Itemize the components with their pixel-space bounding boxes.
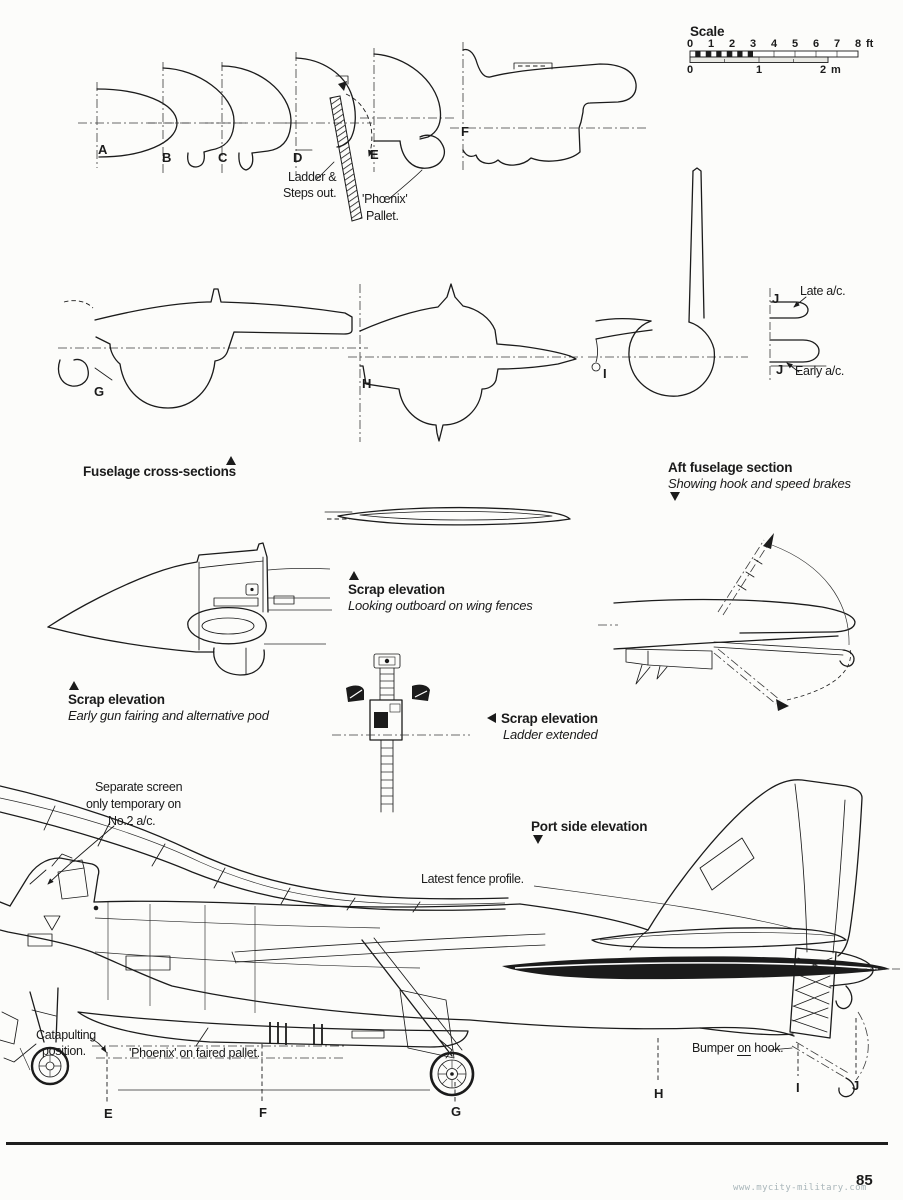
ladder-scrap-title: Scrap elevation	[487, 711, 598, 726]
separate-screen-note-line2: only temporary on	[86, 797, 181, 811]
watermark: www.mycity-military.com	[733, 1183, 867, 1193]
section-letter-d: D	[293, 150, 303, 165]
section-letter-j-bottom: J	[776, 362, 784, 377]
station-letter-g: G	[451, 1104, 461, 1119]
early-ac-note: Early a/c.	[795, 364, 845, 378]
section-letter-g: G	[94, 384, 104, 399]
station-letter-e: E	[104, 1106, 113, 1121]
cross-section-h-drawing	[348, 284, 586, 442]
section-letter-c: C	[218, 150, 228, 165]
scale-m-1: 1	[756, 64, 763, 76]
gun-fairing-scrap-title: Scrap elevation	[68, 692, 165, 707]
section-letter-i: I	[603, 366, 607, 381]
section-letter-b: B	[162, 150, 172, 165]
gun-fairing-scrap-subtitle: Early gun fairing and alternative pod	[68, 708, 269, 723]
section-letter-e: E	[370, 147, 379, 162]
gun-fairing-scrap-drawing	[48, 543, 332, 675]
section-letter-h: H	[362, 376, 372, 391]
phoenix-pallet-note-line2: Pallet.	[366, 209, 399, 223]
section-letter-f: F	[461, 124, 469, 139]
catapulting-note-line1: Catapulting	[36, 1028, 96, 1042]
separate-screen-note-line3: No.2 a/c.	[108, 814, 156, 828]
pointer-left-icon	[487, 713, 496, 723]
ladder-scrap-subtitle: Ladder extended	[503, 727, 598, 742]
scale-title: Scale	[690, 24, 725, 39]
cross-section-e-drawing	[360, 48, 455, 198]
cross-section-f-drawing	[450, 42, 648, 172]
cross-section-g-drawing	[58, 289, 368, 408]
ladder-extended-drawing	[332, 654, 470, 812]
scale-m-2: 2	[820, 64, 827, 76]
phoenix-pallet-note-line1: 'Phœnix'	[362, 192, 408, 206]
scale-m-0: 0	[687, 64, 694, 76]
catapulting-note-line2: position.	[42, 1044, 86, 1058]
page-number: 85	[856, 1172, 873, 1189]
late-ac-note: Late a/c.	[800, 284, 846, 298]
wing-fence-scrap-drawing	[325, 508, 570, 525]
section-letter-j-top: J	[772, 291, 780, 306]
station-lines	[107, 1018, 856, 1104]
bumper-on-hook-note: Bumper on hook.	[692, 1041, 784, 1055]
separate-screen-note-line1: Separate screen	[95, 780, 183, 794]
station-letter-i: I	[796, 1080, 800, 1095]
pointer-down-icon	[533, 835, 543, 844]
ladder-note-line2: Steps out.	[283, 186, 337, 200]
aft-fuselage-subtitle: Showing hook and speed brakes	[668, 476, 851, 491]
station-letter-h: H	[654, 1086, 664, 1101]
section-letter-a: A	[98, 142, 108, 157]
station-letter-j: J	[852, 1078, 860, 1093]
pointer-up-icon	[69, 681, 79, 690]
scale-ft-ticks: 0 1 2 3 4 5 6 7 8 ft	[687, 38, 874, 50]
latest-fence-note: Latest fence profile.	[421, 872, 524, 886]
cross-section-i-drawing	[588, 168, 748, 396]
bottom-rule	[6, 1142, 888, 1145]
port-side-elevation-caption: Port side elevation	[531, 819, 648, 834]
scale-m-unit: m	[831, 64, 841, 76]
wing-fences-scrap-title: Scrap elevation	[348, 582, 445, 597]
pointer-up-icon	[349, 571, 359, 580]
station-letter-f: F	[259, 1105, 267, 1120]
phoenix-faired-pallet-note: 'Phoenix' on faired pallet.	[129, 1046, 260, 1060]
aft-fuselage-drawing	[598, 533, 855, 711]
scale-ruler-drawing	[690, 51, 858, 63]
wing-fences-scrap-subtitle: Looking outboard on wing fences	[348, 598, 533, 613]
fuselage-cross-sections-caption: Fuselage cross-sections	[83, 464, 236, 479]
ladder-note-line1: Ladder &	[288, 170, 337, 184]
aft-fuselage-title: Aft fuselage section	[668, 460, 793, 475]
pointer-down-icon	[670, 492, 680, 501]
cross-section-a-drawing	[78, 82, 190, 168]
